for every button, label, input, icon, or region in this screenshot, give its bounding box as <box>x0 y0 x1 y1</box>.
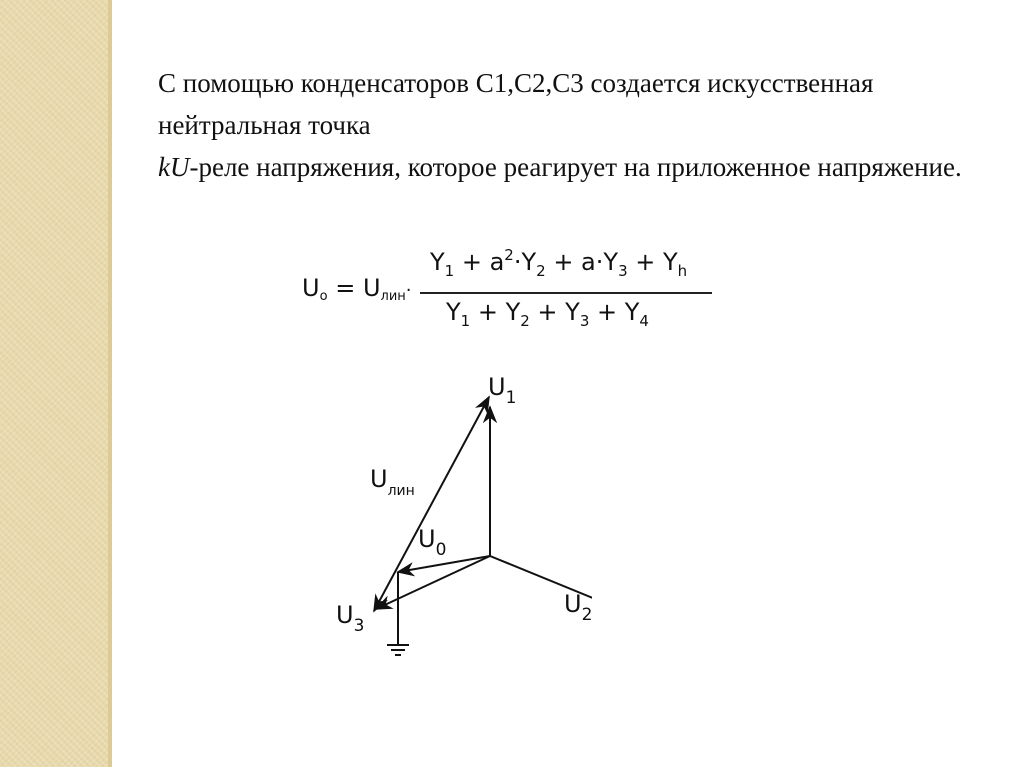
relay-symbol: kU <box>158 152 190 182</box>
label-u3: $U_3$ <box>336 601 365 636</box>
decorative-side-stripe <box>0 0 108 767</box>
slide <box>112 0 1024 767</box>
label-u2: $U_2$ <box>564 590 592 625</box>
formula-numerator: $Y_1 + a^2\cdot Y_2 + a\cdot Y_3 + Y_h$ <box>430 246 688 280</box>
vector-diagram <box>332 365 592 665</box>
vector-u3 <box>376 556 490 609</box>
voltage-formula <box>302 238 722 348</box>
formula-lhs: $U_o = U_{лин}\cdot$ <box>302 274 412 304</box>
fraction-bar <box>420 292 712 294</box>
paragraph-line2 <box>158 146 998 188</box>
label-u1: $U_1$ <box>488 373 517 408</box>
description-text <box>158 62 998 188</box>
relay-description: -реле напряжения, которое реагирует на приложенное напряжение. <box>189 152 962 182</box>
label-u0: $U_0$ <box>418 525 447 560</box>
vector-ulin <box>374 397 489 611</box>
paragraph-line1: С помощью конденсаторов С1,С2,С3 создается искусственная нейтральная точка <box>158 68 874 140</box>
formula-denominator: $Y_1 + Y_2 + Y_3 + Y_4$ <box>446 298 649 330</box>
label-ulin: $U_{лин}$ <box>370 465 415 499</box>
